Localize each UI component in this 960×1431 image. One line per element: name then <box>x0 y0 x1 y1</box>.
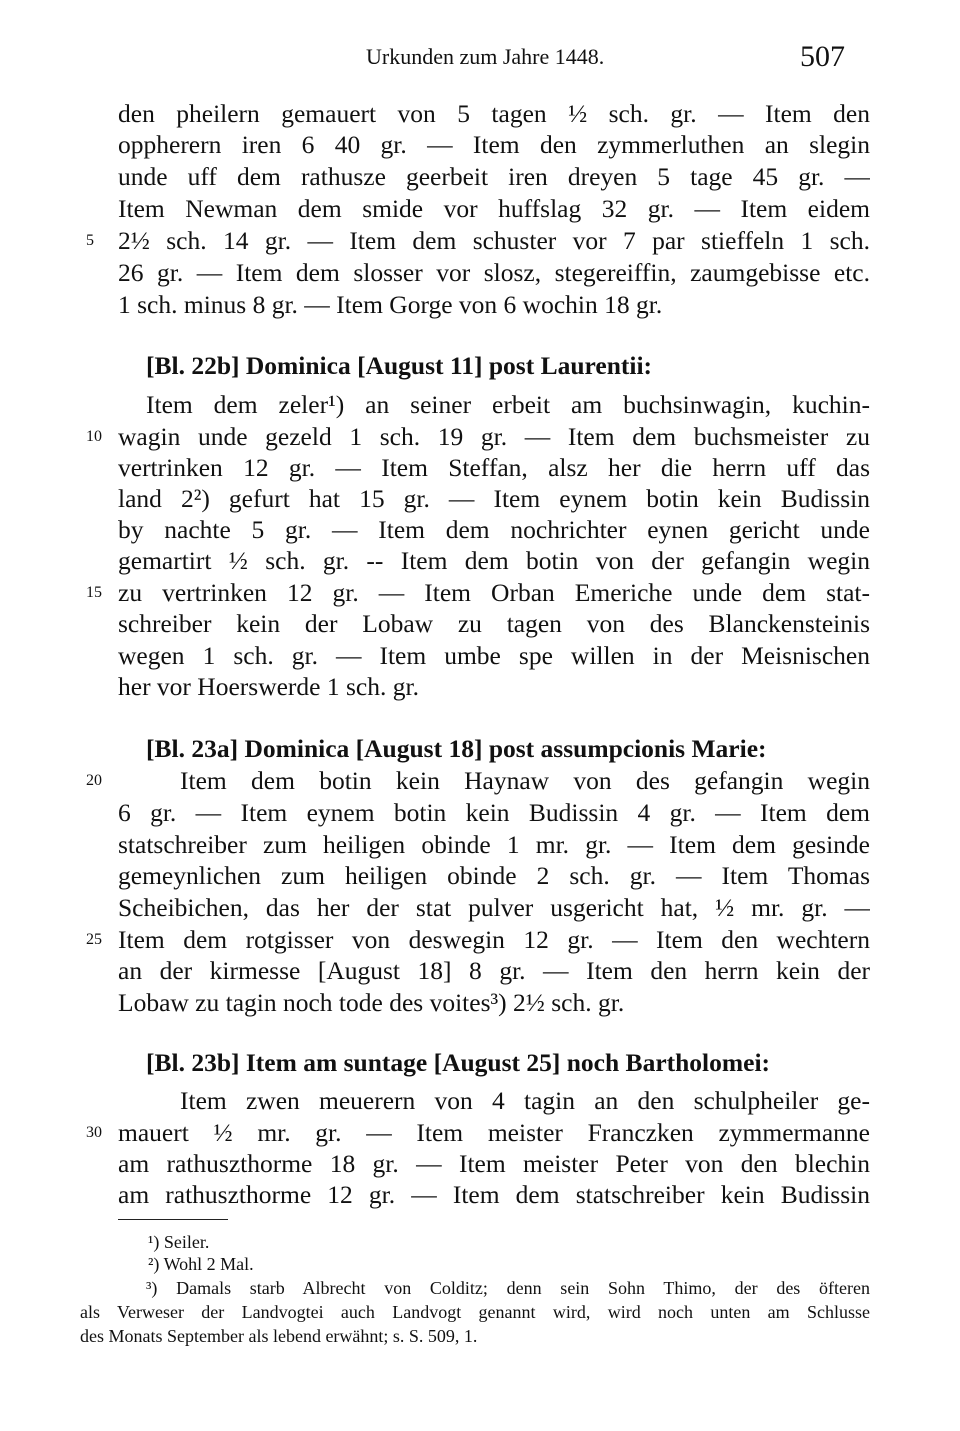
text-line: Item dem rotgisser von deswegin 12 gr. — Item den wechtern <box>118 925 870 954</box>
line-number: 5 <box>86 232 94 249</box>
line-number: 30 <box>86 1124 102 1141</box>
text-line: den pheilern gemauert von 5 tagen ½ sch. gr. — Item den <box>118 99 870 128</box>
text-line: by nachte 5 gr. — Item dem nochrichter eynen gericht unde <box>118 515 870 544</box>
section-heading: [Bl. 23b] Item am suntage [August 25] noch Bartholomei: <box>146 1048 771 1077</box>
text-line: Item Newman dem smide vor huffslag 32 gr. — Item eidem <box>118 194 870 223</box>
text-line: schreiber kein der Lobaw zu tagen von des Blanckensteinis <box>118 609 870 638</box>
text-line: statschreiber zum heiligen obinde 1 mr. gr. — Item dem gesinde <box>118 830 870 859</box>
text-line: an der kirmesse [August 18] 8 gr. — Item den herrn kein der <box>118 956 870 985</box>
text-line: oppherern iren 6 40 gr. — Item den zymmerluthen an slegin <box>118 130 870 159</box>
text-line: her vor Hoerswerde 1 sch. gr. <box>118 672 419 701</box>
footnote: ³) Damals starb Albrecht von Colditz; denn sein Sohn Thimo, der des öfteren <box>146 1278 870 1298</box>
text-line: gemartirt ½ sch. gr. -- Item dem botin von der gefangin wegin <box>118 546 870 575</box>
text-line: am rathuszthorme 18 gr. — Item meister Peter von den blechin <box>118 1149 870 1178</box>
line-number: 20 <box>86 772 102 789</box>
text-line: 2½ sch. 14 gr. — Item dem schuster vor 7 par stieffeln 1 sch. <box>118 226 870 255</box>
text-line: gemeynlichen zum heiligen obinde 2 sch. gr. — Item Thomas <box>118 861 870 890</box>
text-line: Item dem botin kein Haynaw von des gefangin wegin <box>180 766 870 795</box>
text-line: Lobaw zu tagin noch tode des voites³) 2½ sch. gr. <box>118 988 625 1017</box>
text-line: 6 gr. — Item eynem botin kein Budissin 4 gr. — Item dem <box>118 798 870 827</box>
text-line: zu vertrinken 12 gr. — Item Orban Emeriche unde dem stat- <box>118 578 870 607</box>
text-line: Item dem zeler¹) an seiner erbeit am buchsinwagin, kuchin- <box>146 390 870 419</box>
line-number: 25 <box>86 931 102 948</box>
text-line: land 2²) gefurt hat 15 gr. — Item eynem botin kein Budissin <box>118 484 870 513</box>
line-number: 15 <box>86 584 102 601</box>
text-line: Scheibichen, das her der stat pulver usgericht hat, ½ mr. gr. — <box>118 893 870 922</box>
text-line: 1 sch. minus 8 gr. — Item Gorge von 6 wochin 18 gr. <box>118 290 663 319</box>
text-line: 26 gr. — Item dem slosser vor slosz, stegereiffin, zaumgebisse etc. <box>118 258 870 287</box>
page-number: 507 <box>800 40 845 73</box>
footnote: des Monats September als lebend erwähnt; s. S. 509, 1. <box>80 1326 478 1346</box>
text-line: wagin unde gezeld 1 sch. 19 gr. — Item dem buchsmeister zu <box>118 422 870 451</box>
text-line: mauert ½ mr. gr. — Item meister Franczken zymmermanne <box>118 1118 870 1147</box>
text-line: wegen 1 sch. gr. — Item umbe spe willen in der Meisnischen <box>118 641 870 670</box>
text-line: Item zwen meuerern von 4 tagin an den schulpheiler ge- <box>180 1086 870 1115</box>
text-line: vertrinken 12 gr. — Item Steffan, alsz her die herrn uff das <box>118 453 870 482</box>
footnote: als Verweser der Landvogtei auch Landvogt genannt wird, wird noch unten am Schlusse <box>80 1302 870 1322</box>
text-line: unde uff dem rathusze geerbeit iren dreyen 5 tage 45 gr. — <box>118 162 870 191</box>
footnote: ²) Wohl 2 Mal. <box>148 1254 254 1274</box>
footnote-rule <box>118 1219 228 1220</box>
text-line: am rathuszthorme 12 gr. — Item dem statschreiber kein Budissin <box>118 1180 870 1209</box>
section-heading: [Bl. 23a] Dominica [August 18] post assumpcionis Marie: <box>146 734 767 763</box>
line-number: 10 <box>86 428 102 445</box>
section-heading: [Bl. 22b] Dominica [August 11] post Laurentii: <box>146 351 653 380</box>
footnote: ¹) Seiler. <box>148 1232 210 1252</box>
running-head: Urkunden zum Jahre 1448. <box>366 44 605 69</box>
